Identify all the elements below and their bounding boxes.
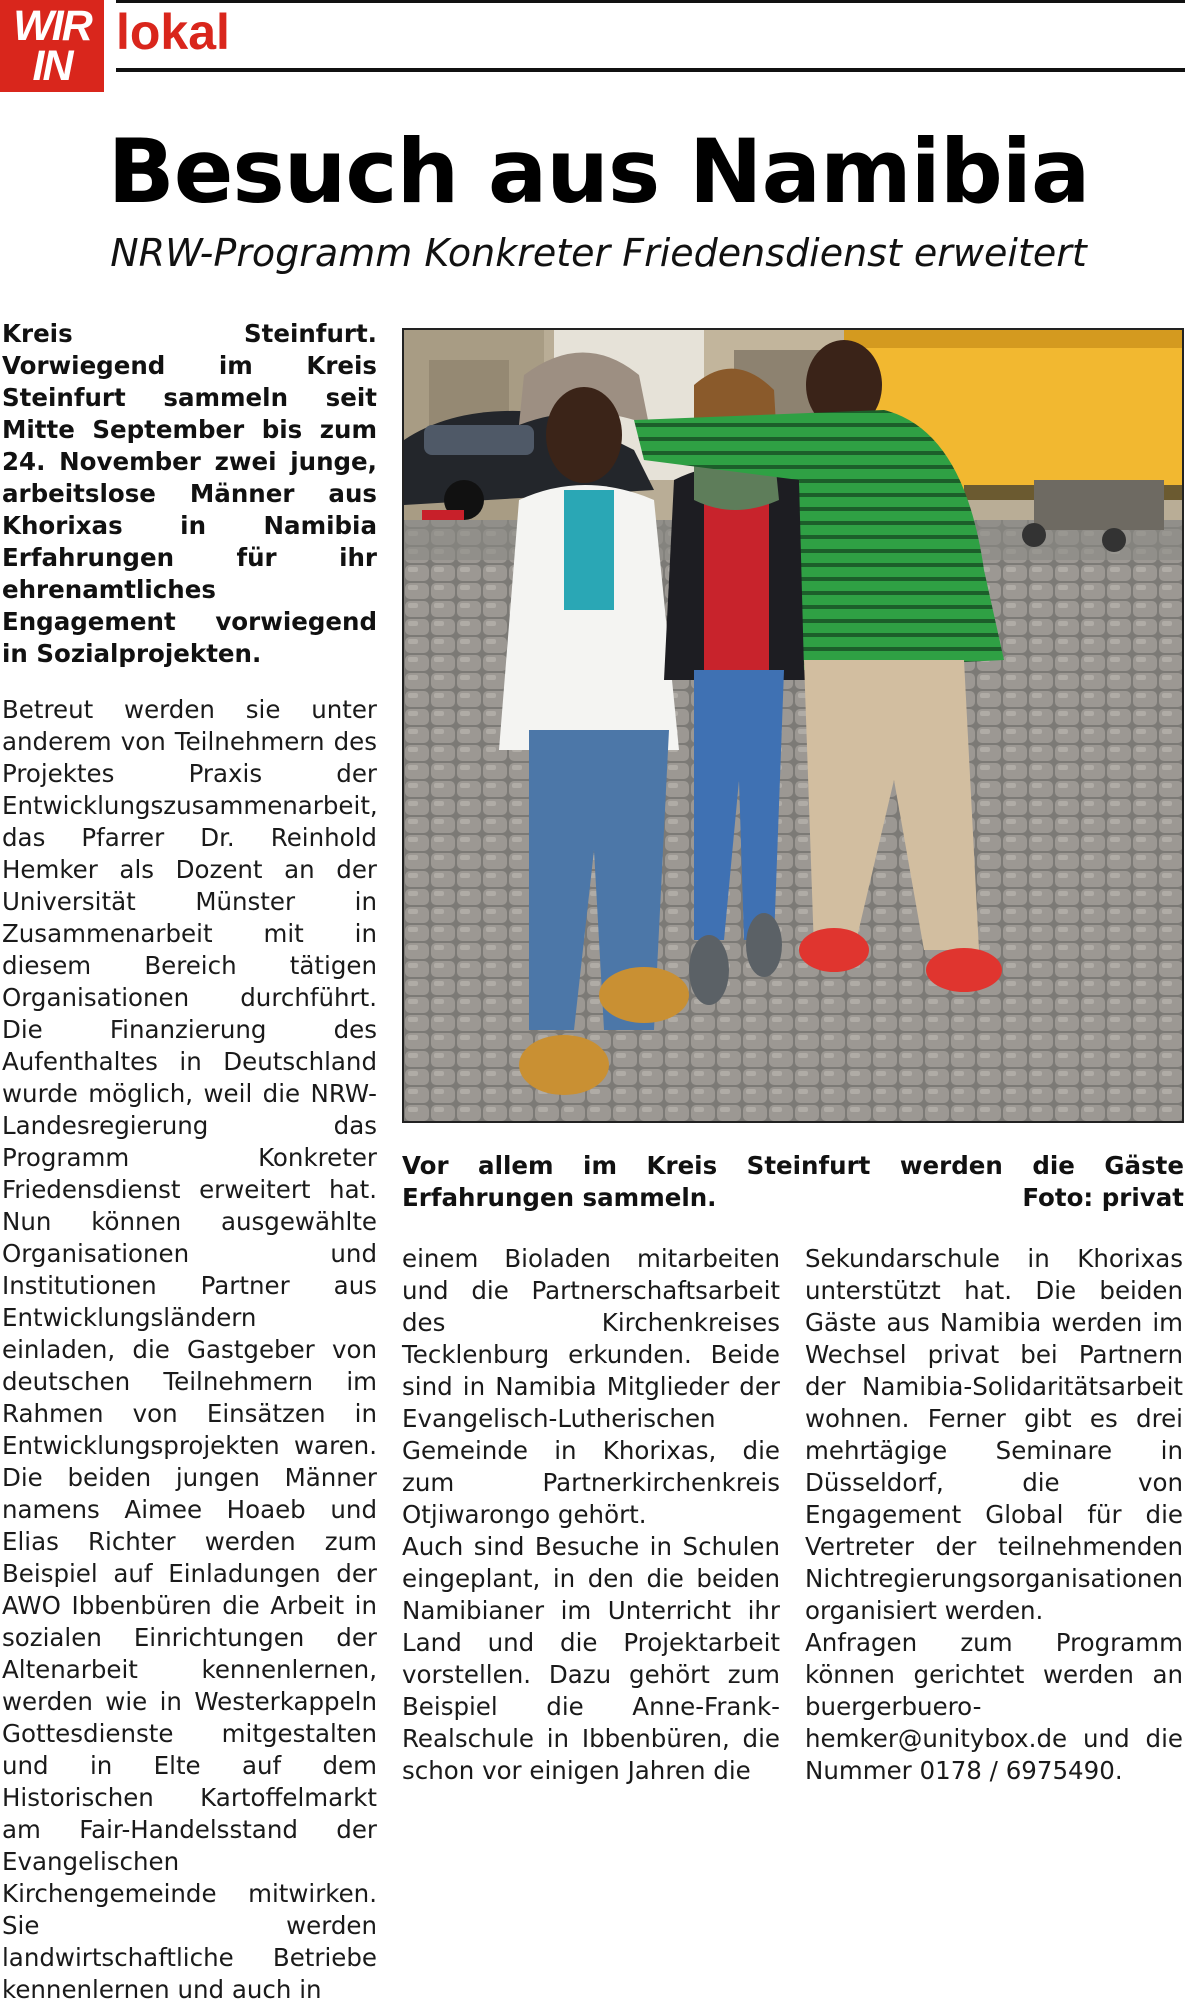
column-2-para-1: einem Bioladen mitarbeiten und die Partnerschaftsarbeit des Kirchenkreises Tecklenburg erkunden. Beide sind in Namibia Mitglieder der Evangelisch-Lutherischen Gemeinde in Khorixas, die zum Partnerkirchenkreis Otjiwarongo gehört. (402, 1244, 780, 1529)
column-3-para-2: Anfragen zum Programm können gerichtet werden an buergerbuero-hemker@unitybox.de und die Nummer 0178 / 6975490. (805, 1628, 1183, 1785)
column-1 (2, 318, 377, 2006)
article-headline: Besuch aus Namibia (107, 120, 1090, 223)
column-2-para-2: Auch sind Besuche in Schulen eingeplant, in den die beiden Namibianer im Unterricht ihr Land und die Projektarbeit vorstellen. Dazu gehört zum Beispiel die Anne-Frank-Realschule in Ibbenbüren, die schon vor einigen Jahren die (402, 1532, 780, 1785)
top-rule (116, 0, 1185, 3)
photo-caption: Vor allem im Kreis Steinfurt werden die Gäste Erfahrungen sammeln. (402, 1151, 1184, 1212)
column-2 (402, 1243, 780, 1787)
article-photo (402, 328, 1184, 1123)
article-lead: Kreis Steinfurt. Vorwiegend im Kreis Steinfurt sammeln seit Mitte September bis zum 24. November zwei junge, arbeitslose Männer aus Khorixas in Namibia Erfahrungen für ihr ehrenamtliches Engagement vorwiegend in Sozialprojekten. (2, 319, 377, 668)
column-3 (805, 1243, 1183, 1787)
logo-line-2: IN (32, 42, 72, 90)
photo-credit: Foto: privat (1022, 1183, 1184, 1212)
section-label: lokal (116, 4, 230, 60)
section-rule (116, 68, 1185, 72)
photo-illustration (404, 330, 1184, 1123)
wirin-logo[interactable] (0, 0, 104, 92)
logo-line-1: WIR (13, 2, 91, 50)
column-3-para-1: Sekundarschule in Khorixas unterstützt hat. Die beiden Gäste aus Namibia werden im Wechsel privat bei Partnern der Namibia-Solidaritätsarbeit wohnen. Ferner gibt es drei mehrtägige Seminare in Düsseldorf, die von Engagement Global für die Vertreter der teilnehmenden Nichtregierungsorganisationen organisiert werden. (805, 1244, 1184, 1625)
column-1-body: Betreut werden sie unter anderem von Teilnehmern des Projektes Praxis der Entwicklungszusammenarbeit, das Pfarrer Dr. Reinhold Hemker als Dozent an der Universität Münster in Zusammenarbeit mit in diesem Bereich tätigen Organisationen durchführt. Die Finanzierung des Aufenthaltes in Deutschland wurde möglich, weil die NRW-Landesregierung das Programm Konkreter Friedensdienst erweitert hat. Nun können ausgewählte Organisationen und Institutionen Partner aus Entwicklungsländern einladen, die Gastgeber von deutschen Teilnehmern im Rahmen von Einsätzen in Entwicklungsprojekten waren. Die beiden jungen Männer namens Aimee Hoaeb und Elias Richter werden zum Beispiel auf Einladungen der AWO Ibbenbüren die Arbeit in sozialen Einrichtungen der Altenarbeit kennenlernen, werden wie in Westerkappeln Gottesdienste mitgestalten und in Elte auf dem Historischen Kartoffelmarkt am Fair-Handelsstand der Evangelischen Kirchengemeinde mitwirken. Sie werden landwirtschaftliche Betriebe kennenlernen und auch in (2, 695, 378, 2004)
article-subheadline: NRW-Programm Konkreter Friedensdienst erweitert (110, 231, 1087, 275)
